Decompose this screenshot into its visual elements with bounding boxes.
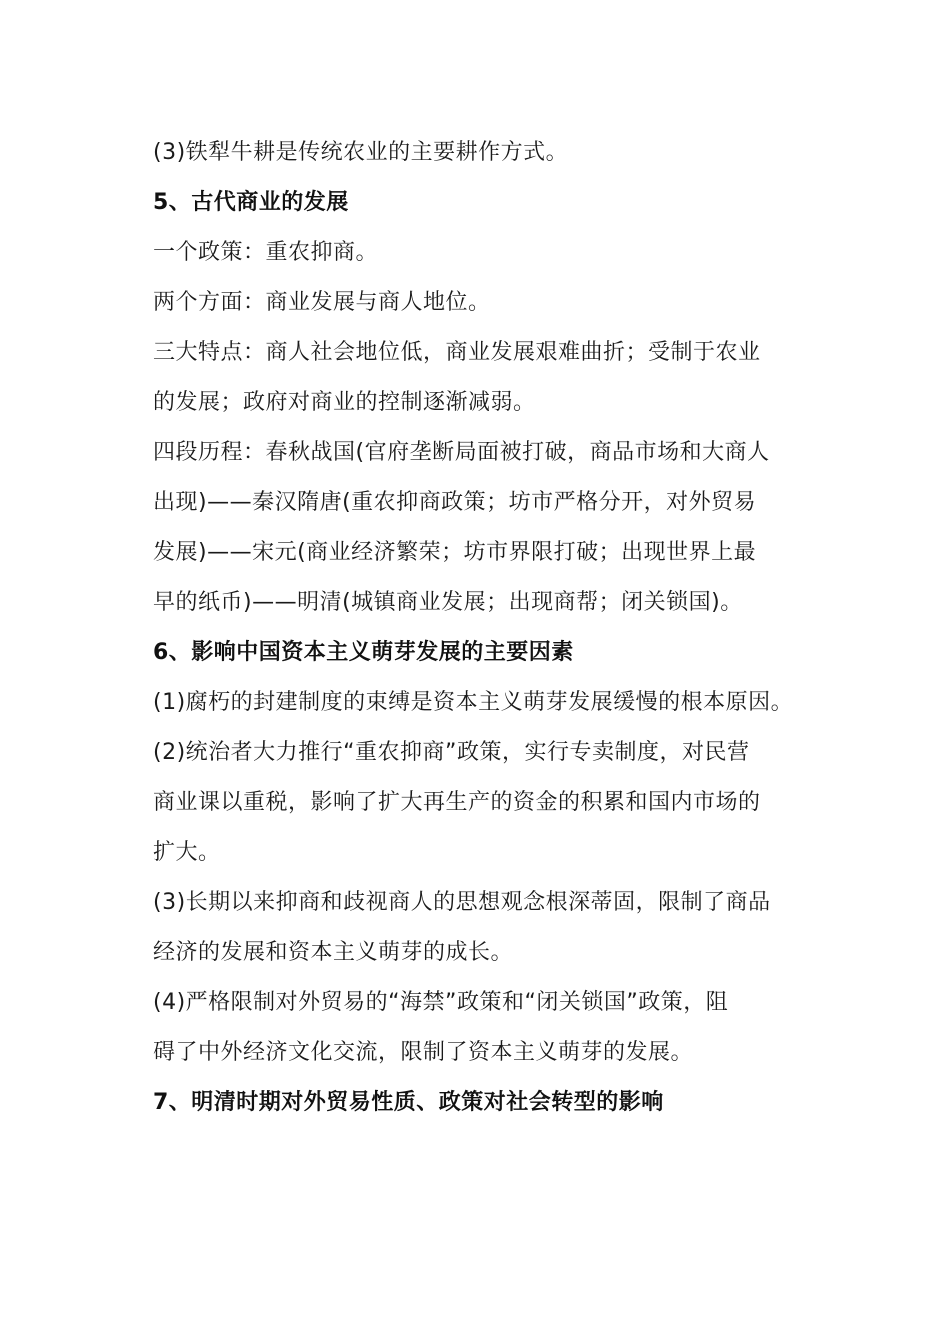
section-heading-ming-qing-trade (153, 1078, 823, 1128)
text-line: 早的纸币)——明清(城镇商业发展；出现商帮；闭关锁国)。 (153, 590, 743, 615)
paragraph-factor-1 (153, 678, 823, 728)
text-line: (4)严格限制对外贸易的“海禁”政策和“闭关锁国”政策，阻 (153, 990, 729, 1015)
section-heading-ancient-commerce (153, 178, 823, 228)
text-line: 出现)——秦汉隋唐(重农抑商政策；坊市严格分开，对外贸易 (153, 490, 757, 515)
paragraph-factor-2 (153, 728, 823, 878)
heading-line: 7、明清时期对外贸易性质、政策对社会转型的影响 (153, 1090, 664, 1115)
text-line: (3)长期以来抑商和歧视商人的思想观念根深蒂固，限制了商品 (153, 890, 771, 915)
section-heading-capitalism-sprouts (153, 628, 823, 678)
text-line: 碍了中外经济文化交流，限制了资本主义萌芽的发展。 (153, 1040, 694, 1065)
text-line: 商业课以重税，影响了扩大再生产的资金的积累和国内市场的 (153, 790, 761, 815)
paragraph-four-stages (153, 428, 823, 628)
paragraph-three-features (153, 328, 823, 428)
text-line: (2)统治者大力推行“重农抑商”政策，实行专卖制度，对民营 (153, 740, 750, 765)
text-line: 扩大。 (153, 840, 221, 865)
text-line: (3)铁犁牛耕是传统农业的主要耕作方式。 (153, 140, 569, 165)
paragraph-factor-3 (153, 878, 823, 978)
text-line: (1)腐朽的封建制度的束缚是资本主义萌芽发展缓慢的根本原因。 (153, 690, 794, 715)
text-line: 的发展；政府对商业的控制逐渐减弱。 (153, 390, 536, 415)
document-page (153, 128, 823, 1128)
text-line: 两个方面：商业发展与商人地位。 (153, 290, 491, 315)
text-line: 四段历程：春秋战国(官府垄断局面被打破，商品市场和大商人 (153, 440, 770, 465)
heading-line: 5、古代商业的发展 (153, 190, 349, 215)
paragraph-two-aspects (153, 278, 823, 328)
text-line: 一个政策：重农抑商。 (153, 240, 379, 265)
heading-line: 6、影响中国资本主义萌芽发展的主要因素 (153, 640, 574, 665)
paragraph-plough-ox (153, 128, 823, 178)
text-line: 发展)——宋元(商业经济繁荣；坊市界限打破；出现世界上最 (153, 540, 757, 565)
paragraph-one-policy (153, 228, 823, 278)
text-line: 经济的发展和资本主义萌芽的成长。 (153, 940, 514, 965)
paragraph-factor-4 (153, 978, 823, 1078)
text-line: 三大特点：商人社会地位低，商业发展艰难曲折；受制于农业 (153, 340, 761, 365)
